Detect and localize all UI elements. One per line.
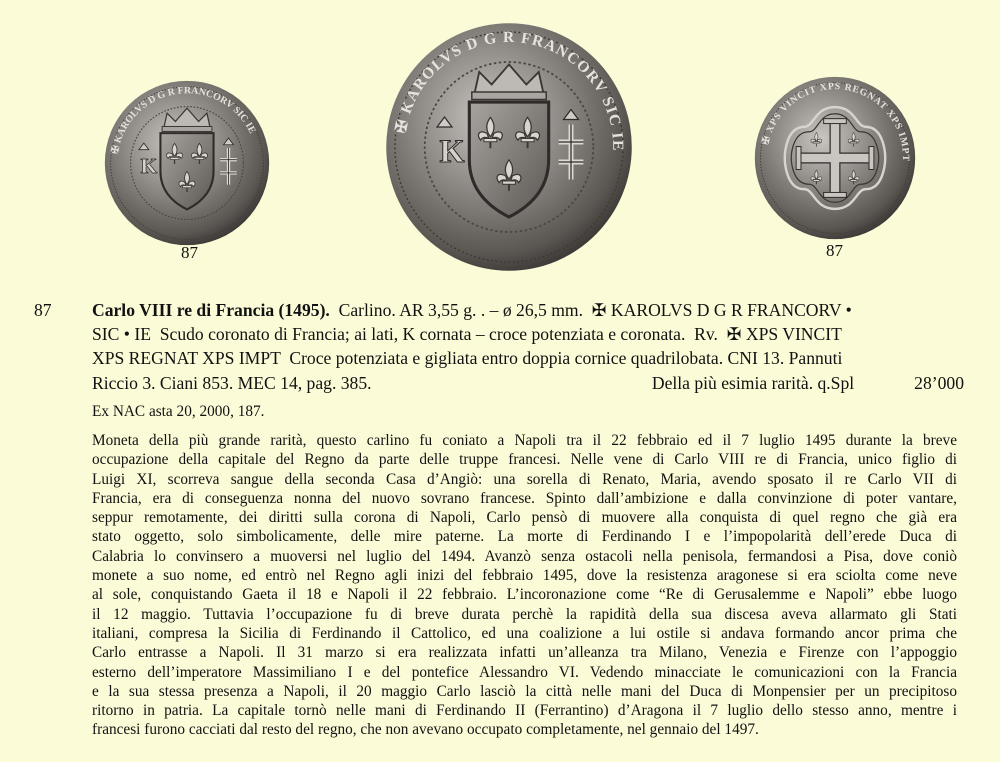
lot-title: Carlo VIII re di Francia (1495).	[92, 300, 330, 320]
commentary-line: monete a suo nome, ed entrò nel Regno agli inizi del febbraio 1495, dove la resistenza aragonese si era sciolta come neve	[92, 567, 957, 585]
commentary-line: Calabria lo convinsero a muoversi nel luglio del 1494. Avanzò senza ostacoli nella penisola, fermandosi a Pisa, dove coniò	[92, 547, 957, 565]
commentary-line: seppur remotamente, dei diritti sulla corona di Napoli, Carlo pensò di muovere alla conquista di quel regno che già era	[92, 509, 957, 527]
plate-label-right: 87	[826, 241, 843, 260]
lot-rarity-grade: Della più esimia rarità. q.Spl	[651, 372, 855, 393]
commentary-line: stato oggetto, solo simbolicamente, delle mire paterne. La morte di Ferdinando I e l’impopolarità dell’erede Duca di	[92, 528, 957, 546]
commentary-line: occupazione della capitale del Regno da parte delle truppe francesi. Nelle vene di Carlo VIII re di Francia, unico figlio di	[92, 451, 957, 469]
lot-line	[92, 346, 964, 370]
obverse-legend-large: ✠ KAROLVS D G R FRANCORV SIC IE	[392, 28, 627, 152]
obverse-legend-small: ✠ KAROLVS D G R FRANCORV SIC IE	[109, 85, 258, 155]
commentary-line: Francia, era di conseguenza nonna del nuovo sovrano francese. Spinto dall’ambizione e dalla convinzione di poter vantare,	[92, 489, 957, 507]
coin-obverse-image-small	[104, 80, 270, 246]
commentary-line: e la sua stessa presenza a Napoli, il 20 maggio Carlo lasciò la città nelle mani del Duca di Monpensier per un precipitoso	[92, 682, 957, 700]
commentary-line: Moneta della più grande rarità, questo carlino fu coniato a Napoli tra il 22 febbraio ed il 7 luglio 1495 durante la breve	[92, 432, 957, 449]
reverse-legend: ✠ XPS VINCIT XPS REGNAT XPS IMPT	[760, 80, 912, 162]
coin-obverse-image-large	[385, 22, 633, 272]
commentary-line: italiani, compresa la Sicilia di Ferdinando il Cattolico, ed una coalizione a lui ostile si andava formando ancor prima che	[92, 624, 957, 642]
commentary-line: il 12 maggio. Tuttavia l’occupazione fu di breve durata perchè la rapidità della sua discesa aveva allarmato gli Stati	[92, 605, 957, 623]
lot-line	[92, 298, 964, 322]
lot-description	[92, 298, 964, 395]
lot-line-text: Carlino. AR 3,55 g. . – ø 26,5 mm. ✠ KAROLVS D G R FRANCORV •	[329, 300, 852, 320]
commentary-line: ritorno in patria. La capitale tornò nelle mani di Ferdinando II (Ferrantino) d’Aragona il 7 luglio dello stesso anno, mentre i	[92, 702, 957, 720]
lot-line-text: SIC • IE Scudo coronato di Francia; ai lati, K cornata – croce potenziata e coronata. Rv. ✠ XPS VINCIT	[92, 324, 842, 345]
lot-number: 87	[34, 300, 52, 320]
lot-provenance: Ex NAC asta 20, 2000, 187.	[92, 403, 265, 420]
commentary-line: esterno dell’imperatore Massimiliano I e del pontefice Alessandro VI. Vedendo minacciate le comunicazioni con la Francia	[92, 663, 957, 681]
lot-line-text: Riccio 3. Ciani 853. MEC 14, pag. 385.	[92, 372, 372, 393]
coin-reverse-image	[754, 76, 916, 240]
lot-line	[92, 371, 964, 395]
lot-line-text: XPS REGNAT XPS IMPT Croce potenziata e gigliata entro doppia cornice quadrilobata. CNI 13. Pannuti	[92, 348, 843, 369]
commentary-line: francesi furono cacciati dal resto del regno, che non avevano occupato completamente, nel gennaio del 1497.	[92, 721, 759, 739]
commentary-line: Carlo entrasse a Napoli. Il 31 marzo si era realizzata infatti un’alleanza tra Milano, Venezia e Firenze con l’appoggio	[92, 644, 957, 662]
lot-commentary	[92, 431, 957, 740]
commentary-line: Luigi XI, scorreva sangue della seconda Casa d’Angiò: una sorella di Renato, Maria, avendo sposato il re Carlo VII di	[92, 470, 957, 488]
commentary-line: al sole, conquistando Gaeta il 18 e Napoli il 22 febbraio. L’incoronazione come “Re di Gerusalemme e Napoli” ebbe luogo	[92, 586, 957, 604]
plate-label-left: 87	[181, 243, 198, 262]
lot-line	[92, 322, 964, 346]
lot-estimate: 28’000	[914, 372, 964, 393]
